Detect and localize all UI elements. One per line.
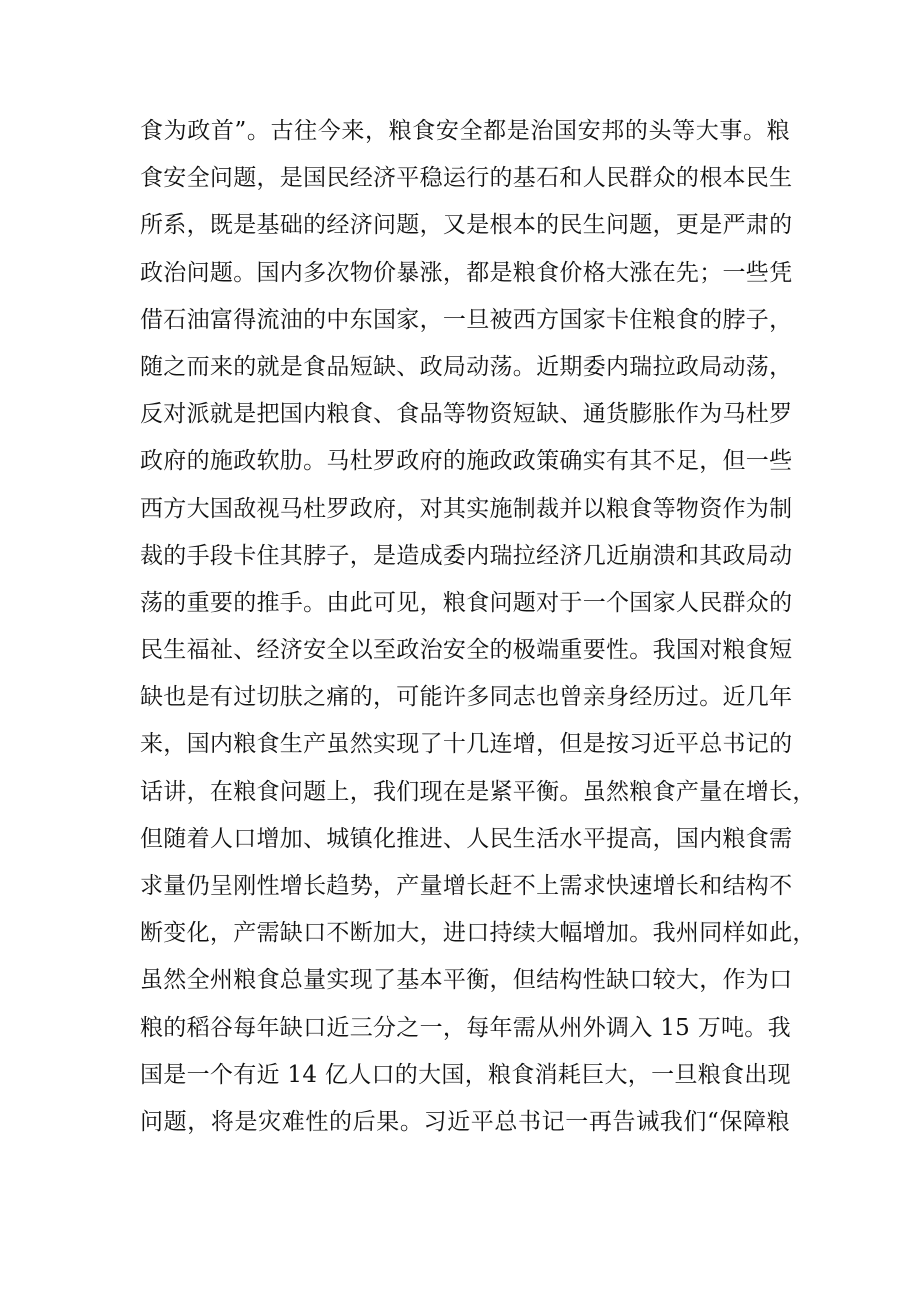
text-line: 食安全问题，是国民经济平稳运行的基石和人民群众的根本民生: [140, 165, 793, 192]
text-line: 断变化，产需缺口不断加大，进口持续大幅增加。我州同样如此，: [140, 920, 816, 947]
text-line: 政府的施政软肋。马杜罗政府的施政政策确实有其不足，但一些: [140, 448, 793, 475]
text-line: 荡的重要的推手。由此可见，粮食问题对于一个国家人民群众的: [140, 589, 793, 616]
text-line: 缺也是有过切肤之痛的，可能许多同志也曾亲身经历过。近几年: [140, 684, 793, 711]
text-line: 但随着人口增加、城镇化推进、人民生活水平提高，国内粮食需: [140, 825, 793, 852]
text-line: 粮的稻谷每年缺口近三分之一，每年需从州外调入 15 万吨。我: [140, 1014, 791, 1041]
text-line: 民生福祉、经济安全以至政治安全的极端重要性。我国对粮食短: [140, 637, 793, 664]
text-line: 虽然全州粮食总量实现了基本平衡，但结构性缺口较大，作为口: [140, 967, 793, 994]
text-line: 反对派就是把国内粮食、食品等物资短缺、通货膨胀作为马杜罗: [140, 401, 793, 428]
text-line: 所系，既是基础的经济问题，又是根本的民生问题，更是严肃的: [140, 212, 793, 239]
text-line: 求量仍呈刚性增长趋势，产量增长赶不上需求快速增长和结构不: [140, 873, 793, 899]
text-line: 随之而来的就是食品短缺、政局动荡。近期委内瑞拉政局动荡，: [140, 353, 793, 380]
text-line: 西方大国敌视马杜罗政府，对其实施制裁并以粮食等物资作为制: [140, 495, 793, 522]
text-line: 来，国内粮食生产虽然实现了十几连增，但是按习近平总书记的: [140, 731, 793, 758]
text-line: 裁的手段卡住其脖子，是造成委内瑞拉经济几近崩溃和其政局动: [140, 542, 793, 569]
text-line: 政治问题。国内多次物价暴涨，都是粮食价格大涨在先；一些凭: [140, 259, 793, 286]
text-line: 借石油富得流油的中东国家，一旦被西方国家卡住粮食的脖子，: [140, 306, 793, 333]
body-paragraph: [140, 108, 816, 1146]
text-line: 国是一个有近 14 亿人口的大国，粮食消耗巨大，一旦粮食出现: [140, 1061, 791, 1088]
text-line: 话讲，在粮食问题上，我们现在是紧平衡。虽然粮食产量在增长，: [140, 778, 816, 805]
text-line: 问题，将是灾难性的后果。习近平总书记一再告诫我们“保障粮: [140, 1108, 790, 1135]
text-line: 食为政首”。古往今来，粮食安全都是治国安邦的头等大事。粮: [140, 118, 790, 144]
